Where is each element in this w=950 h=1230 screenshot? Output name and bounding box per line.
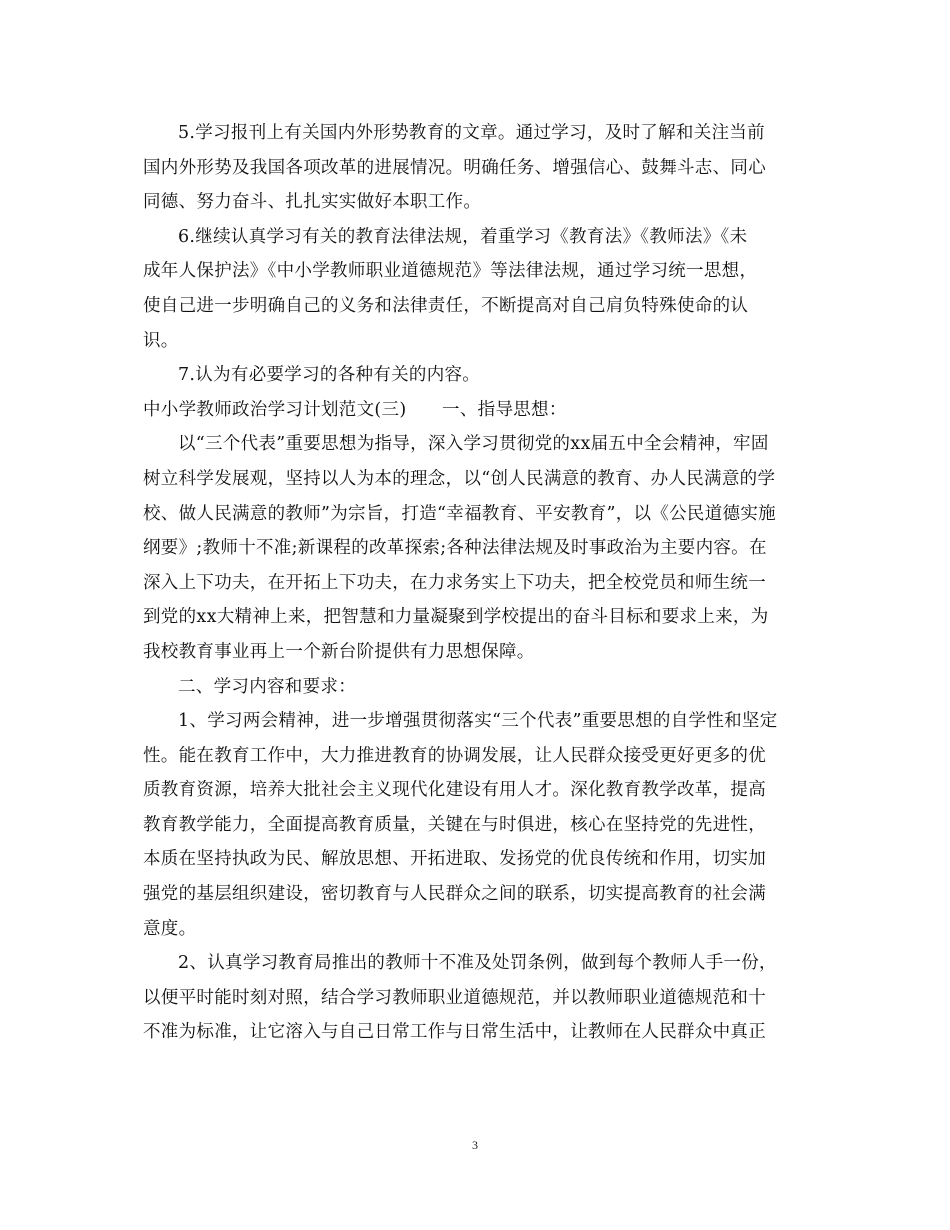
text-line: 国内外形势及我国各项改革的进展情况。明确任务、增强信心、鼓舞斗志、同心	[143, 157, 766, 178]
text-line: 成年人保护法》《中小学教师职业道德规范》等法律法规，通过学习统一思想，	[143, 261, 758, 282]
text-line: 质教育资源，培养大批社会主义现代化建设有用人才。深化教育教学改革，提高	[143, 780, 766, 801]
text-line: 1、学习两会精神，进一步增强贯彻落实“三个代表”重要思想的自学性和坚定	[178, 711, 778, 732]
text-line: 性。能在教育工作中，大力推进教育的协调发展，让人民群众接受更好更多的优	[143, 745, 766, 766]
subheading-line: 二、学习内容和要求：	[178, 676, 356, 697]
text-line: 校、做人民满意的教师”为宗旨，打造“幸福教育、平安教育”，以《公民道德实施	[143, 503, 776, 524]
text-line: 纲要》;教师十不准;新课程的改革探索;各种法律法规及时事政治为主要内容。在	[143, 538, 767, 559]
text-line: 7.认为有必要学习的各种有关的内容。	[178, 365, 481, 386]
text-line: 不准为标准，让它溶入与自己日常工作与日常生活中，让教师在人民群众中真正	[143, 1022, 766, 1043]
text-line: 识。	[143, 330, 179, 351]
document-body	[143, 116, 808, 1050]
text-line: 2、认真学习教育局推出的教师十不准及处罚条例，做到每个教师人手一份，	[178, 953, 777, 974]
text-line: 深入上下功夫，在开拓上下功夫，在力求务实上下功夫，把全校党员和师生统一	[143, 572, 766, 593]
text-line: 到党的xx大精神上来，把智慧和力量凝聚到学校提出的奋斗目标和要求上来，为	[143, 607, 769, 628]
text-line: 本质在坚持执政为民、解放思想、开拓进取、发扬党的优良传统和作用，切实加	[143, 849, 766, 870]
text-line: 强党的基层组织建设，密切教育与人民群众之间的联系，切实提高教育的社会满	[143, 884, 766, 905]
text-line: 教育教学能力，全面提高教育质量，关键在与时俱进，核心在坚持党的先进性，	[143, 814, 766, 835]
page-number: 3	[472, 1138, 478, 1152]
section-heading-line: 中小学教师政治学习计划范文(三) 一、指导思想：	[143, 399, 567, 420]
text-line: 同德、努力奋斗、扎扎实实做好本职工作。	[143, 192, 482, 213]
text-line: 树立科学发展观，坚持以人为本的理念，以“创人民满意的教育、办人民满意的学	[143, 468, 776, 489]
text-line: 5.学习报刊上有关国内外形势教育的文章。通过学习，及时了解和关注当前	[178, 123, 765, 143]
text-line: 以便平时能时刻对照，结合学习教师职业道德规范，并以教师职业道德规范和十	[143, 987, 766, 1008]
text-line: 以“三个代表”重要思想为指导，深入学习贯彻党的xx届五中全会精神，牢固	[178, 434, 769, 455]
text-line: 我校教育事业再上一个新台阶提供有力思想保障。	[143, 641, 535, 662]
text-line: 6.继续认真学习有关的教育法律法规，着重学习《教育法》《教师法》《未	[178, 226, 748, 247]
text-line: 意度。	[143, 918, 197, 939]
text-line: 使自己进一步明确自己的义务和法律责任，不断提高对自己肩负特殊使命的认	[143, 295, 749, 316]
